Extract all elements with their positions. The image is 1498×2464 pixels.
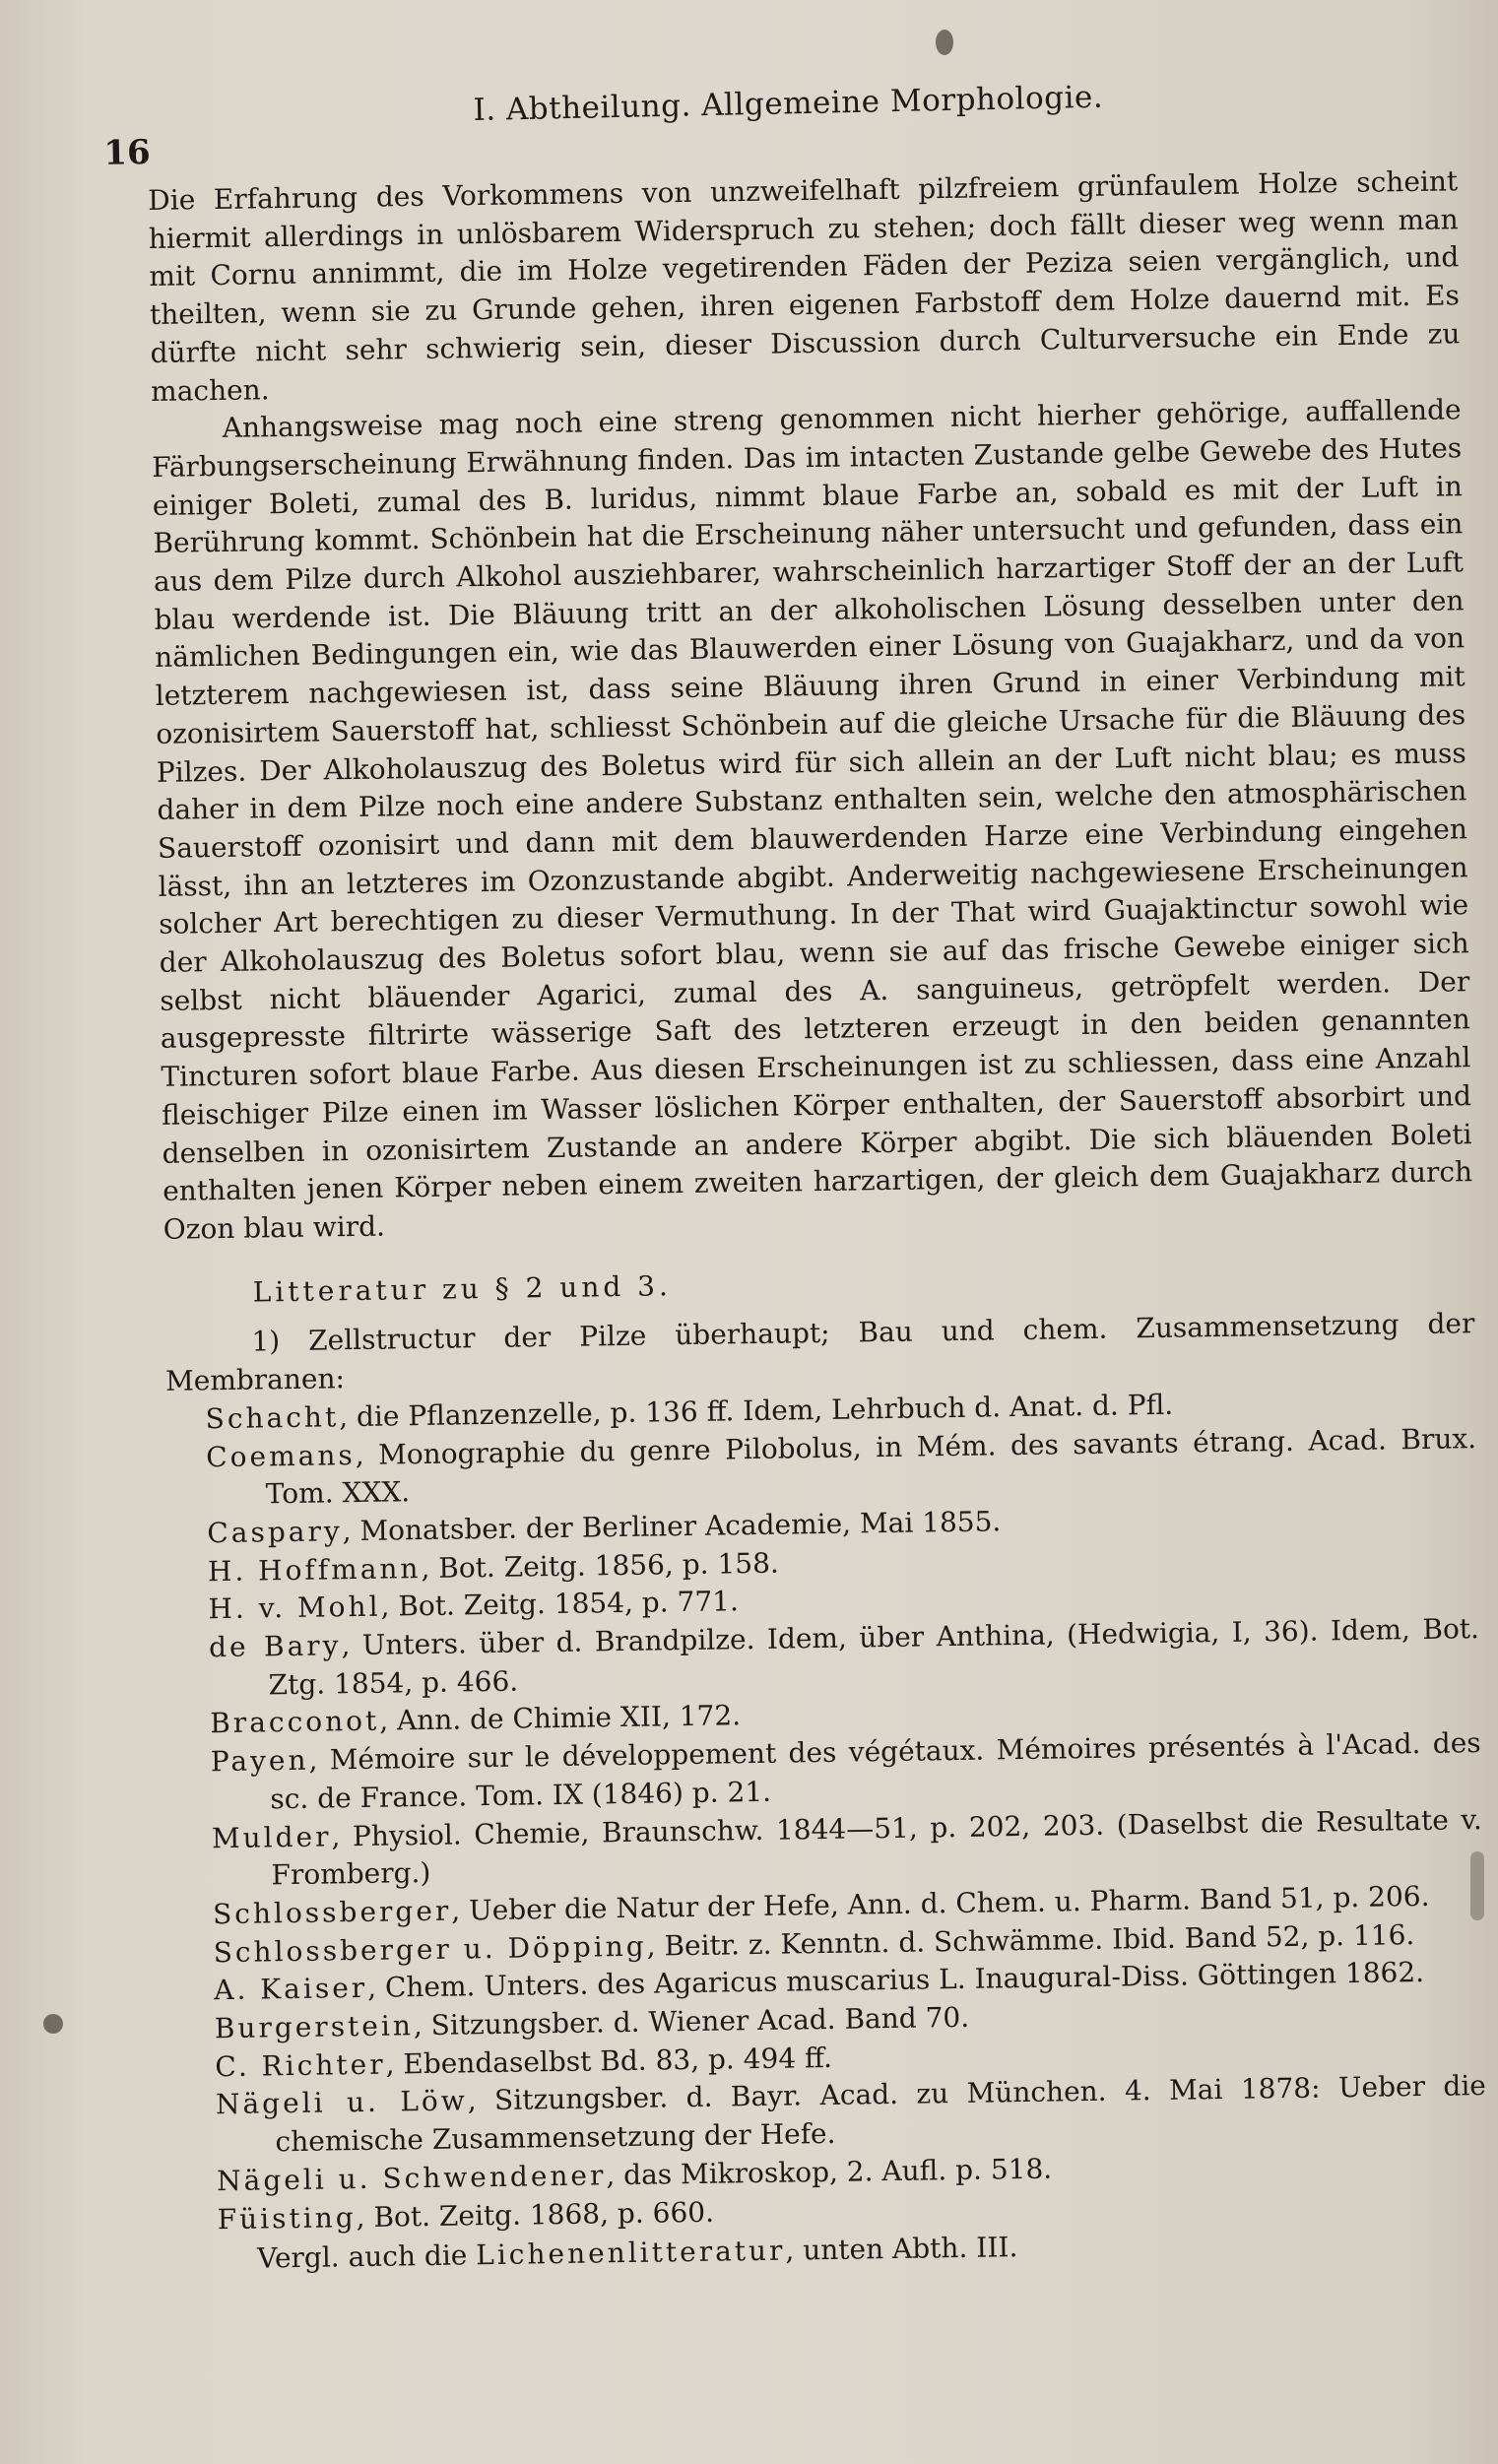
reference-text: , Bot. Zeitg. 1868, p. 660.	[356, 2195, 715, 2234]
footer-lichen-ref: Lichenenlitteratur	[476, 2234, 786, 2272]
reference-author: Schlossberger	[212, 1894, 452, 1931]
reference-author: A. Kaiser	[213, 1972, 368, 2007]
reference-list	[165, 1382, 1487, 2239]
reference-author: Bracconot	[209, 1705, 380, 1740]
ink-spot	[43, 2014, 63, 2034]
reference-author: Nägeli u. Löw	[215, 2084, 468, 2121]
literature-heading: Litteratur zu § 2 und 3.	[252, 1268, 673, 1309]
reference-text: , Monographie du genre Pilobolus, in Mém. des savants étrang. Acad. Brux. Tom. XXX.	[265, 1421, 1477, 1511]
page-header	[98, 62, 1459, 173]
reference-text: , Sitzungsber. d. Wiener Acad. Band 70.	[413, 2000, 970, 2043]
reference-text: , Ueber die Natur der Hefe, Ann. d. Chem. u. Pharm. Band 51, p. 206.	[451, 1879, 1430, 1927]
reference-text: , Beitr. z. Kenntn. d. Schwämme. Ibid. Band 52, p. 116.	[646, 1917, 1415, 1963]
reference-text: , Ann. de Chimie XII, 172.	[378, 1699, 742, 1738]
reference-author: Coemans	[205, 1438, 356, 1473]
reference-author: Mulder	[211, 1819, 332, 1854]
reference-text: , Sitzungsber. d. Bayr. Acad. zu München. 4. Mai 1878: Ueber die chemische Zusammensetzung der Hefe.	[275, 2069, 1487, 2159]
literature-subheading: 1) Zellstructur der Pilze überhaupt; Bau und chem. Zusammensetzung der Membranen:	[164, 1307, 1475, 1397]
reference-author: Payen	[210, 1743, 309, 1779]
reference-author: H. v. Mohl	[208, 1589, 381, 1626]
reference-author: Füisting	[217, 2200, 357, 2236]
reference-text: , Chem. Unters. des Agaricus muscarius L. Inaugural-Diss. Göttingen 1862.	[366, 1956, 1425, 2005]
reference-text: , Ebendaselbst Bd. 83, p. 494 ff.	[385, 2041, 833, 2081]
running-head: I. Abtheilung. Allgemeine Morphologie.	[473, 79, 1104, 129]
reference-author: Caspary	[207, 1515, 343, 1550]
reference-text: , Unters. über d. Brandpilze. Idem, über Anthina, (Hedwigia, I, 36). Idem, Bot. Ztg. 1854, p. 466.	[268, 1612, 1480, 1702]
paragraph-2: Anhangsweise mag noch eine streng genommen nicht hierher gehörige, auffallende Färbungserscheinung Erwähnung finden. Das im intacten Zustande gelbe Gewebe des Hutes einiger Boleti, zumal des B. luridus, nimmt blaue Farbe an, sobald es mit der Luft in Berührung kommt. Schönbein hat die Erscheinung näher untersucht und gefunden, dass ein aus dem Pilze durch Alkohol ausziehbarer, wahrscheinlich harzartiger Stoff der an der Luft blau werdende ist. Die Bläuung tritt an der alkoholischen Lösung desselben unter den nämlichen Bedingungen ein, wie das Blauwerden einer Lösung von Guajakharz, und da von letzterem nachgewiesen ist, dass seine Bläuung ihren Grund in einer Verbindung mit ozonisirtem Sauerstoff hat, schliesst Schönbein auf die gleiche Ursache für die Bläuung des Pilzes. Der Alkoholauszug des Boletus wird für sich allein an der Luft nicht blau; es muss daher in dem Pilze noch eine andere Substanz enthalten sein, welche den atmosphärischen Sauerstoff ozonisirt und dann mit dem blauwerdenden Harze eine Verbindung eingehen lässt, ihn an letzteres im Ozonzustande abgibt. Anderweitig nachgewiesene Erscheinungen solcher Art berechtigen zu dieser Vermuthung. In der That wird Guajaktinctur sowohl wie der Alkoholauszug des Boletus sofort blau, wenn sie auf das frische Gewebe einiger sich selbst nicht bläuender Agarici, zumal des A. sanguineus, getröpfelt werden. Der ausgepresste filtrirte wässerige Saft des letzteren erzeugt in den beiden genannten Tincturen sofort blaue Farbe. Aus diesen Erscheinungen ist zu schliessen, dass eine Anzahl fleischiger Pilze einen im Wasser löslichen Körper enthalten, der Sauerstoff absorbirt und denselben in ozonisirtem Zustande an andere Körper abgibt. Die sich bläuenden Boleti enthalten jenen Körper neben einem zweiten harzartigen, der gleich dem Guajakharz durch Ozon blau wird.	[152, 393, 1473, 1246]
reference-author: C. Richter	[215, 2047, 386, 2083]
reference-author: Nägeli u. Schwendener	[216, 2159, 607, 2198]
reference-author: Schlossberger u. Döpping	[213, 1929, 647, 1969]
page-number: 16	[102, 132, 152, 173]
page-body	[148, 162, 1488, 2279]
paragraph-1: Die Erfahrung des Vorkommens von unzweifelhaft pilzfreiem grünfaulem Holze scheint hiermit allerdings in unlösbarem Widerspruch zu stehen; doch fällt dieser weg wenn man mit Cornu annimmt, die im Holze vegetirenden Fäden der Peziza seien vergänglich, und theilten, wenn sie zu Grunde gehen, ihren eigenen Farbstoff dem Holze dauernd mit. Es dürfte nicht sehr schwierig sein, dieser Discussion durch Culturversuche ein Ende zu machen.	[148, 164, 1461, 408]
footer-prefix: Vergl. auch die	[257, 2238, 477, 2275]
reference-author: de Bary	[208, 1629, 342, 1664]
reference-text: , Bot. Zeitg. 1854, p. 771.	[380, 1585, 740, 1623]
reference-text: , die Pflanzenzelle, p. 136 ff. Idem, Lehrbuch d. Anat. d. Pfl.	[338, 1388, 1174, 1434]
reference-text: , Physiol. Chemie, Braunschw. 1844—51, p. 202, 203. (Daselbst die Resultate v. Fromberg.)	[271, 1802, 1483, 1892]
reference-author: Burgerstein	[214, 2009, 415, 2045]
reference-text: , Monatsber. der Berliner Academie, Mai 1855.	[342, 1505, 1002, 1548]
reference-text: , das Mikroskop, 2. Aufl. p. 518.	[606, 2152, 1053, 2192]
reference-text: , Bot. Zeitg. 1856, p. 158.	[421, 1546, 780, 1585]
reference-author: H. Hoffmann	[207, 1551, 422, 1588]
reference-author: Schacht	[205, 1400, 340, 1436]
ink-spot	[936, 30, 953, 55]
reference-text: , Mémoire sur le développement des végétaux. Mémoires présentés à l'Acad. des sc. de France. Tom. IX (1846) p. 21.	[270, 1726, 1481, 1816]
footer-suffix: , unten Abth. III.	[785, 2231, 1018, 2267]
